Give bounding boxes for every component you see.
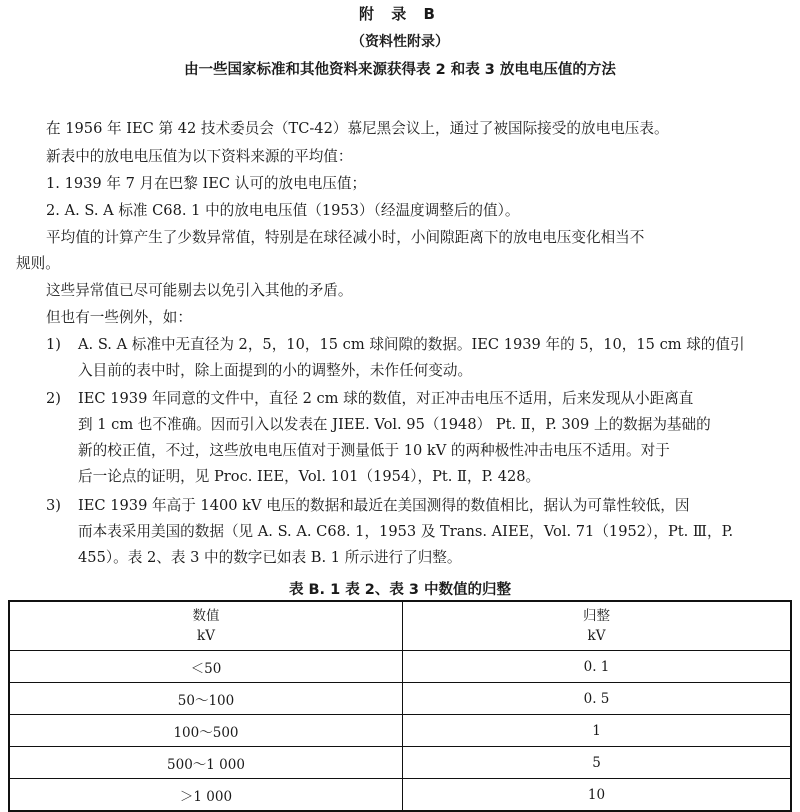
source-item-1: 1. 1939 年 7 月在巴黎 IEC 认可的放电电压值；	[46, 175, 367, 192]
rounding-table	[8, 600, 792, 812]
exception-2-line-3: 新的校正值，不过，这些放电电压值对于测量低于 10 kV 的两种极性冲击电压不适用。对于	[78, 442, 670, 459]
header-label: 数值	[192, 608, 220, 624]
exception-2-line-4: 后一论点的证明，见 Proc. IEE，Vol. 101（1954），Pt. Ⅱ，P. 428。	[78, 468, 541, 485]
appendix-title: 附 录 B	[359, 5, 441, 23]
appendix-note: （资料性附录）	[351, 34, 449, 50]
exception-1-line-1: A. S. A 标准中无直径为 2，5，10，15 cm 球间隙的数据。IEC 1939 年的 5，10，15 cm 球的值引	[78, 336, 745, 353]
table-caption: 表 B. 1 表 2、表 3 中数值的归整	[288, 582, 512, 598]
header-unit: kV	[587, 628, 606, 644]
exception-3-line-3: 455）。表 2、表 3 中的数字已如表 B. 1 所示进行了归整。	[78, 549, 462, 566]
table-row	[9, 683, 791, 715]
exception-2-line-1: IEC 1939 年同意的文件中，直径 2 cm 球的数值，对正冲击电压不适用，后来发现从小距离直	[78, 390, 694, 407]
table-header-row	[9, 601, 791, 651]
paragraph-7: 但也有一些例外，如：	[46, 309, 192, 326]
paragraph-6: 这些异常值已尽可能剔去以免引入其他的矛盾。	[46, 282, 353, 299]
exception-number: 1)	[46, 336, 61, 353]
exception-2-line-2: 到 1 cm 也不准确。因而引入以发表在 JIEE. Vol. 95（1948） Pt. Ⅱ，P. 309 上的数据为基础的	[78, 416, 711, 433]
exception-number: 3)	[46, 497, 61, 514]
header-label: 归整	[583, 608, 610, 624]
exception-3-line-1: IEC 1939 年高于 1400 kV 电压的数据和最近在美国测得的数值相比，据认为可靠性较低，因	[78, 497, 690, 514]
table-header-rounding	[403, 601, 792, 651]
table-cell-rounding: 1	[403, 715, 792, 747]
table-cell-value: 50～100	[9, 683, 403, 715]
table-row	[9, 747, 791, 779]
paragraph-1: 在 1956 年 IEC 第 42 技术委员会（TC-42）慕尼黑会议上，通过了被国际接受的放电电压表。	[46, 120, 669, 137]
table-header-value	[9, 601, 403, 651]
table-cell-rounding: 10	[403, 779, 792, 812]
table-cell-value: ＜50	[9, 651, 403, 683]
table-cell-rounding: 5	[403, 747, 792, 779]
table-cell-rounding: 0. 1	[403, 651, 792, 683]
exception-number: 2)	[46, 390, 61, 407]
table-cell-value: ＞1 000	[9, 779, 403, 812]
table-row	[9, 651, 791, 683]
header-unit: kV	[197, 628, 215, 644]
table-cell-value: 500～1 000	[9, 747, 403, 779]
table-row	[9, 779, 791, 812]
exception-1-line-2: 入目前的表中时，除上面提到的小的调整外，未作任何变动。	[78, 362, 473, 379]
source-item-2: 2. A. S. A 标准 C68. 1 中的放电电压值（1953）（经温度调整后的值）。	[46, 202, 520, 219]
table-row	[9, 715, 791, 747]
paragraph-5-line-1: 平均值的计算产生了少数异常值，特别是在球径减小时，小间隙距离下的放电电压变化相当不	[46, 229, 645, 246]
paragraph-5-line-2: 规则。	[16, 255, 60, 272]
table-cell-rounding: 0. 5	[403, 683, 792, 715]
table-cell-value: 100～500	[9, 715, 403, 747]
paragraph-2: 新表中的放电电压值为以下资料来源的平均值：	[46, 148, 353, 165]
exception-3-line-2: 而本表采用美国的数据（见 A. S. A. C68. 1，1953 及 Trans. AIEE，Vol. 71（1952），Pt. Ⅲ，P.	[78, 523, 734, 540]
appendix-heading: 由一些国家标准和其他资料来源获得表 2 和表 3 放电电压值的方法	[184, 62, 616, 78]
